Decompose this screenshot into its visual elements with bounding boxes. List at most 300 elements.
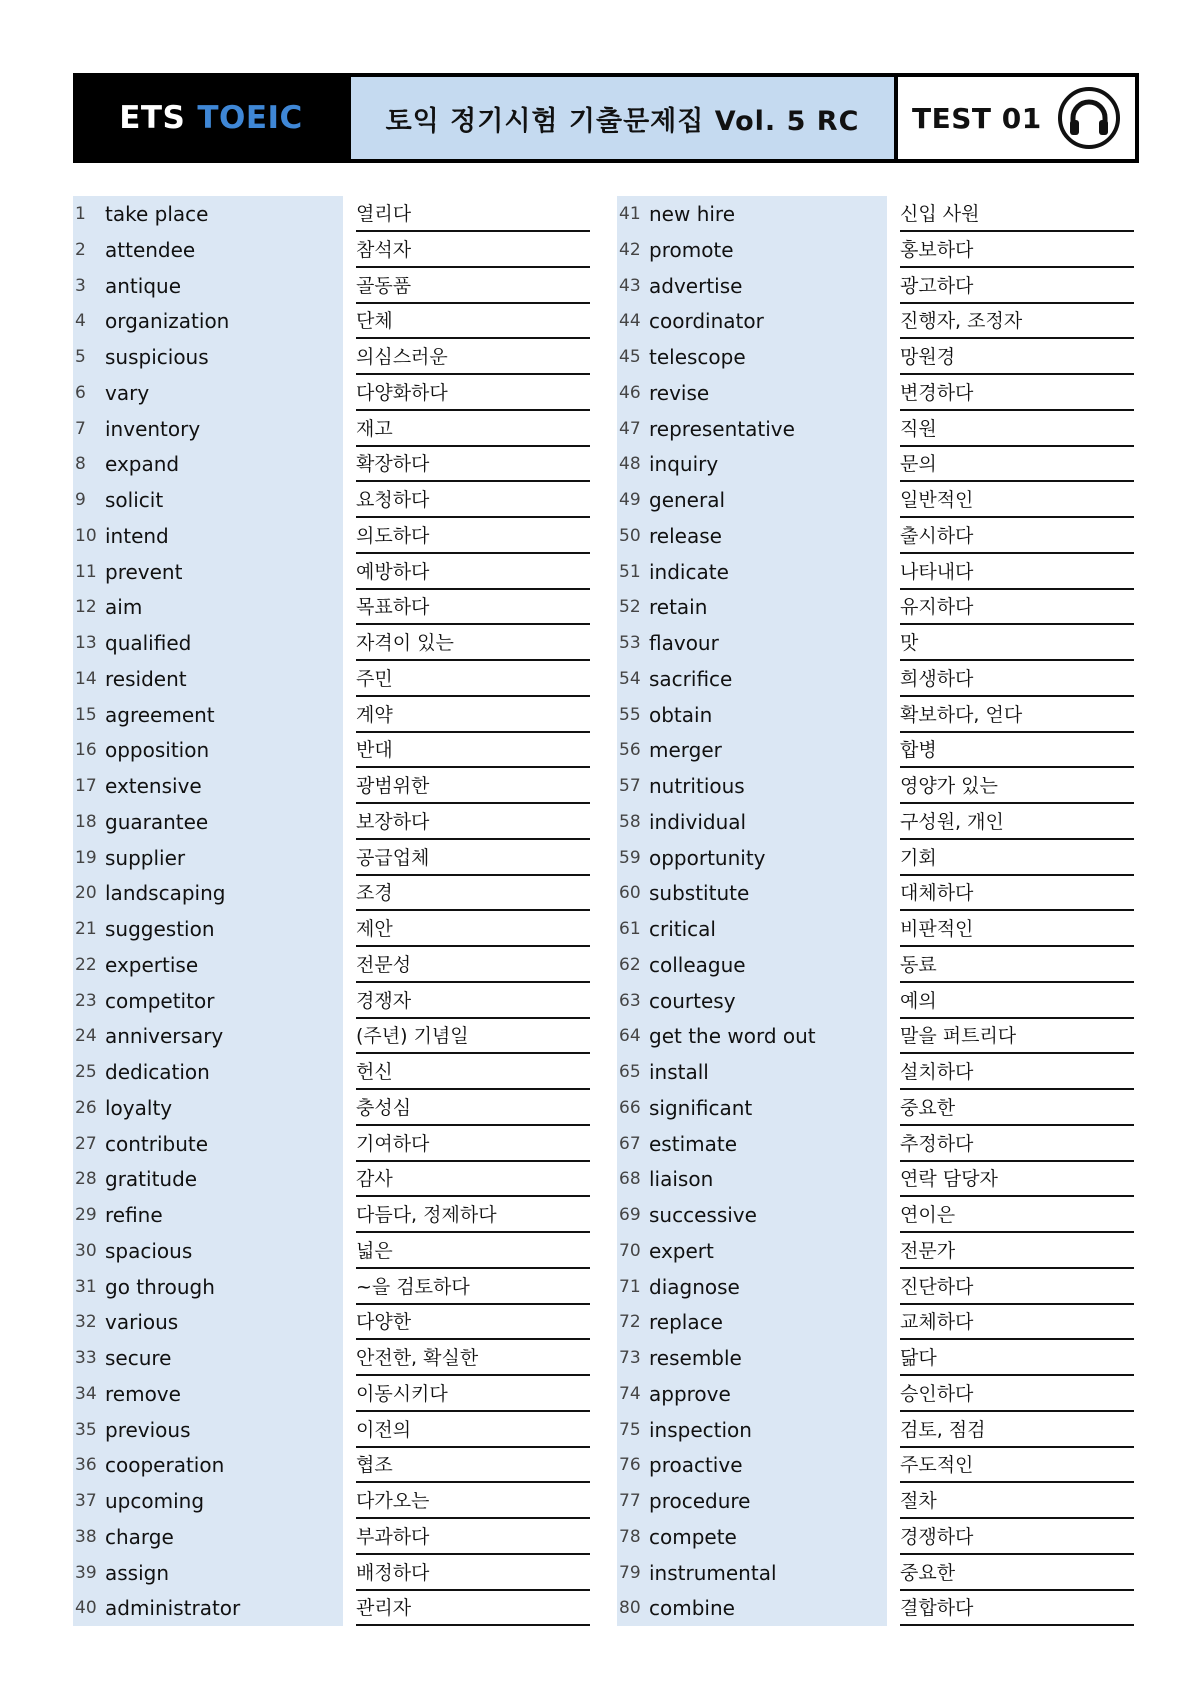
item-number: 9: [75, 490, 86, 510]
item-number: 18: [75, 812, 97, 832]
item-number: 54: [619, 669, 641, 689]
vocab-word-cell: [73, 339, 343, 375]
english-word: secure: [105, 1346, 172, 1370]
item-number: 21: [75, 919, 97, 939]
korean-meaning: 교체하다: [900, 1304, 1134, 1340]
korean-meaning: 대체하다: [900, 875, 1134, 911]
vocab-word-cell: [73, 1483, 343, 1519]
korean-meaning: 골동품: [356, 268, 590, 304]
vocab-word-cell: [617, 482, 887, 518]
vocab-word-cell: [73, 983, 343, 1019]
english-word: combine: [649, 1596, 735, 1620]
item-number: 64: [619, 1026, 641, 1046]
korean-meaning: 다듬다, 정제하다: [356, 1197, 590, 1233]
english-word: revise: [649, 381, 710, 405]
english-word: new hire: [649, 202, 736, 226]
korean-meaning: 확장하다: [356, 446, 590, 482]
item-number: 31: [75, 1277, 97, 1297]
english-word: release: [649, 524, 722, 548]
english-word: obtain: [649, 703, 713, 727]
vocab-word-cell: [617, 661, 887, 697]
korean-meaning: 연락 담당자: [900, 1161, 1134, 1197]
item-number: 49: [619, 490, 641, 510]
item-number: 19: [75, 848, 97, 868]
item-number: 41: [619, 204, 641, 224]
english-word: agreement: [105, 703, 215, 727]
headphones-icon: [1057, 86, 1121, 150]
english-word: gratitude: [105, 1167, 198, 1191]
korean-meaning: 이전의: [356, 1412, 590, 1448]
english-word: retain: [649, 595, 708, 619]
item-number: 5: [75, 347, 86, 367]
vocab-word-cell: [617, 1519, 887, 1555]
korean-meaning: 진단하다: [900, 1269, 1134, 1305]
item-number: 20: [75, 883, 97, 903]
korean-meaning: 일반적인: [900, 482, 1134, 518]
english-word: inventory: [105, 417, 201, 441]
vocab-word-cell: [73, 1161, 343, 1197]
english-word: intend: [105, 524, 169, 548]
item-number: 30: [75, 1241, 97, 1261]
english-word: loyalty: [105, 1096, 173, 1120]
item-number: 71: [619, 1277, 641, 1297]
item-number: 8: [75, 454, 86, 474]
item-number: 61: [619, 919, 641, 939]
korean-meaning: 문의: [900, 446, 1134, 482]
korean-meaning: 재고: [356, 411, 590, 447]
vocab-word-cell: [73, 1090, 343, 1126]
korean-meaning: 기회: [900, 840, 1134, 876]
korean-meaning: 절차: [900, 1483, 1134, 1519]
korean-meaning: 참석자: [356, 232, 590, 268]
english-word: assign: [105, 1561, 170, 1585]
english-word: suspicious: [105, 345, 209, 369]
item-number: 1: [75, 204, 86, 224]
item-number: 46: [619, 383, 641, 403]
korean-meaning: 확보하다, 얻다: [900, 697, 1134, 733]
english-word: spacious: [105, 1239, 193, 1263]
vocab-word-cell: [617, 625, 887, 661]
item-number: 44: [619, 311, 641, 331]
vocab-word-cell: [617, 411, 887, 447]
korean-meaning: 협조: [356, 1447, 590, 1483]
english-word: sacrifice: [649, 667, 733, 691]
vocab-word-cell: [617, 268, 887, 304]
vocab-word-cell: [617, 840, 887, 876]
korean-meaning: 승인하다: [900, 1376, 1134, 1412]
vocab-word-cell: [617, 518, 887, 554]
korean-meaning: 말을 퍼트리다: [900, 1018, 1134, 1054]
vocab-word-cell: [617, 911, 887, 947]
item-number: 78: [619, 1527, 641, 1547]
korean-meaning: 예의: [900, 983, 1134, 1019]
english-word: get the word out: [649, 1024, 816, 1048]
korean-meaning: 충성심: [356, 1090, 590, 1126]
vocab-word-cell: [617, 983, 887, 1019]
korean-meaning: 부과하다: [356, 1519, 590, 1555]
vocab-word-cell: [73, 196, 343, 232]
item-number: 4: [75, 311, 86, 331]
english-word: advertise: [649, 274, 743, 298]
english-word: successive: [649, 1203, 757, 1227]
english-word: expert: [649, 1239, 714, 1263]
item-number: 13: [75, 633, 97, 653]
item-number: 62: [619, 955, 641, 975]
korean-meaning: (주년) 기념일: [356, 1018, 590, 1054]
item-number: 53: [619, 633, 641, 653]
korean-meaning: 동료: [900, 947, 1134, 983]
vocab-word-cell: [617, 339, 887, 375]
item-number: 76: [619, 1455, 641, 1475]
vocab-word-cell: [73, 1555, 343, 1591]
korean-meaning: 계약: [356, 697, 590, 733]
item-number: 16: [75, 740, 97, 760]
item-number: 24: [75, 1026, 97, 1046]
vocab-word-cell: [73, 911, 343, 947]
vocab-word-cell: [617, 1161, 887, 1197]
english-word: qualified: [105, 631, 192, 655]
english-word: prevent: [105, 560, 183, 584]
english-word: extensive: [105, 774, 202, 798]
item-number: 48: [619, 454, 641, 474]
english-word: instrumental: [649, 1561, 777, 1585]
item-number: 3: [75, 276, 86, 296]
english-word: take place: [105, 202, 209, 226]
item-number: 23: [75, 991, 97, 1011]
vocab-word-cell: [73, 697, 343, 733]
item-number: 60: [619, 883, 641, 903]
item-number: 32: [75, 1312, 97, 1332]
vocab-word-cell: [73, 232, 343, 268]
page-header: [73, 73, 1139, 163]
item-number: 65: [619, 1062, 641, 1082]
english-word: coordinator: [649, 309, 764, 333]
vocab-word-cell: [73, 1197, 343, 1233]
item-number: 35: [75, 1420, 97, 1440]
vocab-word-cell: [617, 1197, 887, 1233]
korean-meaning: 제안: [356, 911, 590, 947]
korean-meaning: 관리자: [356, 1590, 590, 1626]
item-number: 80: [619, 1598, 641, 1618]
korean-meaning: 맛: [900, 625, 1134, 661]
english-word: merger: [649, 738, 722, 762]
korean-meaning: 열리다: [356, 196, 590, 232]
english-word: competitor: [105, 989, 215, 1013]
vocab-word-cell: [617, 1555, 887, 1591]
english-word: resemble: [649, 1346, 742, 1370]
english-word: opposition: [105, 738, 210, 762]
korean-meaning: 다양한: [356, 1304, 590, 1340]
vocab-word-cell: [617, 375, 887, 411]
korean-meaning: 직원: [900, 411, 1134, 447]
vocab-word-cell: [73, 1304, 343, 1340]
item-number: 79: [619, 1563, 641, 1583]
item-number: 39: [75, 1563, 97, 1583]
item-number: 15: [75, 705, 97, 725]
vocab-word-cell: [617, 1233, 887, 1269]
korean-meaning: 망원경: [900, 339, 1134, 375]
english-word: vary: [105, 381, 150, 405]
korean-meaning: 조경: [356, 875, 590, 911]
vocab-word-cell: [73, 1269, 343, 1305]
english-word: anniversary: [105, 1024, 224, 1048]
korean-meaning: 신입 사원: [900, 196, 1134, 232]
item-number: 45: [619, 347, 641, 367]
item-number: 2: [75, 240, 86, 260]
korean-meaning: 의도하다: [356, 518, 590, 554]
item-number: 25: [75, 1062, 97, 1082]
english-word: aim: [105, 595, 143, 619]
vocab-word-cell: [617, 697, 887, 733]
item-number: 69: [619, 1205, 641, 1225]
korean-meaning: 배정하다: [356, 1555, 590, 1591]
vocab-word-cell: [617, 1590, 887, 1626]
item-number: 37: [75, 1491, 97, 1511]
item-number: 43: [619, 276, 641, 296]
english-word: supplier: [105, 846, 186, 870]
english-word: remove: [105, 1382, 181, 1406]
korean-meaning: 변경하다: [900, 375, 1134, 411]
item-number: 51: [619, 562, 641, 582]
korean-meaning: 연이은: [900, 1197, 1134, 1233]
vocab-word-cell: [73, 625, 343, 661]
vocab-word-cell: [73, 1376, 343, 1412]
korean-meaning: 전문가: [900, 1233, 1134, 1269]
item-number: 55: [619, 705, 641, 725]
vocab-word-cell: [73, 875, 343, 911]
item-number: 38: [75, 1527, 97, 1547]
vocab-word-cell: [73, 482, 343, 518]
english-word: procedure: [649, 1489, 751, 1513]
korean-meaning: 요청하다: [356, 482, 590, 518]
korean-meaning: 다가오는: [356, 1483, 590, 1519]
english-word: opportunity: [649, 846, 766, 870]
vocab-word-cell: [73, 411, 343, 447]
english-word: expertise: [105, 953, 199, 977]
vocab-word-cell: [617, 1447, 887, 1483]
english-word: promote: [649, 238, 734, 262]
item-number: 14: [75, 669, 97, 689]
vocab-word-cell: [617, 1376, 887, 1412]
korean-meaning: 반대: [356, 732, 590, 768]
item-number: 28: [75, 1169, 97, 1189]
test-box: [898, 77, 1135, 159]
english-word: resident: [105, 667, 187, 691]
vocab-word-cell: [73, 804, 343, 840]
korean-meaning: 자격이 있는: [356, 625, 590, 661]
vocab-word-cell: [73, 947, 343, 983]
english-word: previous: [105, 1418, 191, 1442]
korean-meaning: 주민: [356, 661, 590, 697]
korean-meaning: 안전한, 확실한: [356, 1340, 590, 1376]
vocab-word-cell: [73, 732, 343, 768]
english-word: upcoming: [105, 1489, 205, 1513]
test-label: TEST 01: [912, 101, 1042, 135]
english-word: administrator: [105, 1596, 241, 1620]
item-number: 42: [619, 240, 641, 260]
korean-meaning: 단체: [356, 303, 590, 339]
vocab-word-cell: [617, 947, 887, 983]
item-number: 73: [619, 1348, 641, 1368]
english-word: individual: [649, 810, 747, 834]
vocab-word-cell: [617, 1018, 887, 1054]
korean-meaning: 비판적인: [900, 911, 1134, 947]
korean-meaning: 보장하다: [356, 804, 590, 840]
english-word: nutritious: [649, 774, 745, 798]
vocab-word-cell: [617, 732, 887, 768]
korean-meaning: 검토, 점검: [900, 1412, 1134, 1448]
vocab-word-cell: [73, 589, 343, 625]
book-title: 토익 정기시험 기출문제집 Vol. 5 RC: [351, 77, 894, 159]
vocab-word-cell: [73, 268, 343, 304]
vocab-word-cell: [617, 554, 887, 590]
english-word: courtesy: [649, 989, 736, 1013]
vocab-word-cell: [73, 303, 343, 339]
english-word: charge: [105, 1525, 174, 1549]
english-word: compete: [649, 1525, 737, 1549]
item-number: 12: [75, 597, 97, 617]
vocab-word-cell: [73, 661, 343, 697]
korean-meaning: 설치하다: [900, 1054, 1134, 1090]
english-word: colleague: [649, 953, 746, 977]
item-number: 50: [619, 526, 641, 546]
vocab-word-cell: [73, 518, 343, 554]
korean-meaning: 목표하다: [356, 589, 590, 625]
korean-meaning: 경쟁자: [356, 983, 590, 1019]
vocab-word-cell: [617, 196, 887, 232]
vocab-word-cell: [617, 1126, 887, 1162]
vocab-word-cell: [617, 1304, 887, 1340]
item-number: 10: [75, 526, 97, 546]
korean-meaning: ~을 검토하다: [356, 1269, 590, 1305]
vocab-word-cell: [73, 1340, 343, 1376]
english-word: general: [649, 488, 726, 512]
vocab-word-cell: [617, 446, 887, 482]
item-number: 40: [75, 1598, 97, 1618]
vocab-word-cell: [617, 303, 887, 339]
item-number: 52: [619, 597, 641, 617]
korean-meaning: 주도적인: [900, 1447, 1134, 1483]
korean-meaning: 영양가 있는: [900, 768, 1134, 804]
item-number: 75: [619, 1420, 641, 1440]
vocab-word-cell: [73, 1233, 343, 1269]
item-number: 70: [619, 1241, 641, 1261]
korean-meaning: 이동시키다: [356, 1376, 590, 1412]
english-word: install: [649, 1060, 709, 1084]
korean-meaning: 결합하다: [900, 1590, 1134, 1626]
english-word: organization: [105, 309, 230, 333]
english-word: various: [105, 1310, 179, 1334]
item-number: 17: [75, 776, 97, 796]
english-word: antique: [105, 274, 182, 298]
korean-meaning: 홍보하다: [900, 232, 1134, 268]
korean-meaning: 헌신: [356, 1054, 590, 1090]
english-word: inspection: [649, 1418, 752, 1442]
vocab-word-cell: [617, 768, 887, 804]
item-number: 63: [619, 991, 641, 1011]
vocab-word-cell: [73, 1590, 343, 1626]
english-word: contribute: [105, 1132, 209, 1156]
english-word: dedication: [105, 1060, 210, 1084]
vocab-word-cell: [73, 375, 343, 411]
vocab-word-cell: [617, 1054, 887, 1090]
vocab-word-cell: [73, 1018, 343, 1054]
vocab-word-cell: [73, 446, 343, 482]
english-word: telescope: [649, 345, 746, 369]
english-word: indicate: [649, 560, 729, 584]
korean-meaning: 기여하다: [356, 1126, 590, 1162]
english-word: critical: [649, 917, 716, 941]
item-number: 7: [75, 419, 86, 439]
english-word: inquiry: [649, 452, 719, 476]
item-number: 29: [75, 1205, 97, 1225]
korean-meaning: 광범위한: [356, 768, 590, 804]
item-number: 47: [619, 419, 641, 439]
english-word: approve: [649, 1382, 731, 1406]
item-number: 34: [75, 1384, 97, 1404]
english-word: suggestion: [105, 917, 215, 941]
korean-meaning: 구성원, 개인: [900, 804, 1134, 840]
vocab-word-cell: [617, 875, 887, 911]
english-word: cooperation: [105, 1453, 225, 1477]
english-word: guarantee: [105, 810, 209, 834]
english-word: landscaping: [105, 881, 226, 905]
vocab-word-cell: [73, 1447, 343, 1483]
item-number: 67: [619, 1134, 641, 1154]
english-word: liaison: [649, 1167, 714, 1191]
item-number: 22: [75, 955, 97, 975]
item-number: 11: [75, 562, 97, 582]
item-number: 57: [619, 776, 641, 796]
vocab-word-cell: [617, 589, 887, 625]
vocab-word-cell: [617, 1269, 887, 1305]
korean-meaning: 넓은: [356, 1233, 590, 1269]
item-number: 74: [619, 1384, 641, 1404]
korean-meaning: 중요한: [900, 1090, 1134, 1126]
korean-meaning: 추정하다: [900, 1126, 1134, 1162]
english-word: significant: [649, 1096, 753, 1120]
korean-meaning: 중요한: [900, 1555, 1134, 1591]
english-word: diagnose: [649, 1275, 740, 1299]
korean-meaning: 진행자, 조정자: [900, 303, 1134, 339]
english-word: attendee: [105, 238, 196, 262]
vocab-word-cell: [617, 1483, 887, 1519]
english-word: solicit: [105, 488, 164, 512]
korean-meaning: 광고하다: [900, 268, 1134, 304]
item-number: 59: [619, 848, 641, 868]
korean-meaning: 나타내다: [900, 554, 1134, 590]
english-word: replace: [649, 1310, 723, 1334]
english-word: flavour: [649, 631, 719, 655]
english-word: go through: [105, 1275, 215, 1299]
item-number: 36: [75, 1455, 97, 1475]
vocab-word-cell: [73, 1412, 343, 1448]
vocab-word-cell: [73, 768, 343, 804]
item-number: 56: [619, 740, 641, 760]
korean-meaning: 전문성: [356, 947, 590, 983]
korean-meaning: 공급업체: [356, 840, 590, 876]
vocab-word-cell: [73, 1126, 343, 1162]
brand-ets: ETS: [119, 100, 186, 136]
vocab-word-cell: [73, 1519, 343, 1555]
item-number: 72: [619, 1312, 641, 1332]
vocab-word-cell: [73, 840, 343, 876]
korean-meaning: 다양화하다: [356, 375, 590, 411]
korean-meaning: 감사: [356, 1161, 590, 1197]
vocab-word-cell: [617, 232, 887, 268]
item-number: 26: [75, 1098, 97, 1118]
vocab-word-cell: [617, 1340, 887, 1376]
